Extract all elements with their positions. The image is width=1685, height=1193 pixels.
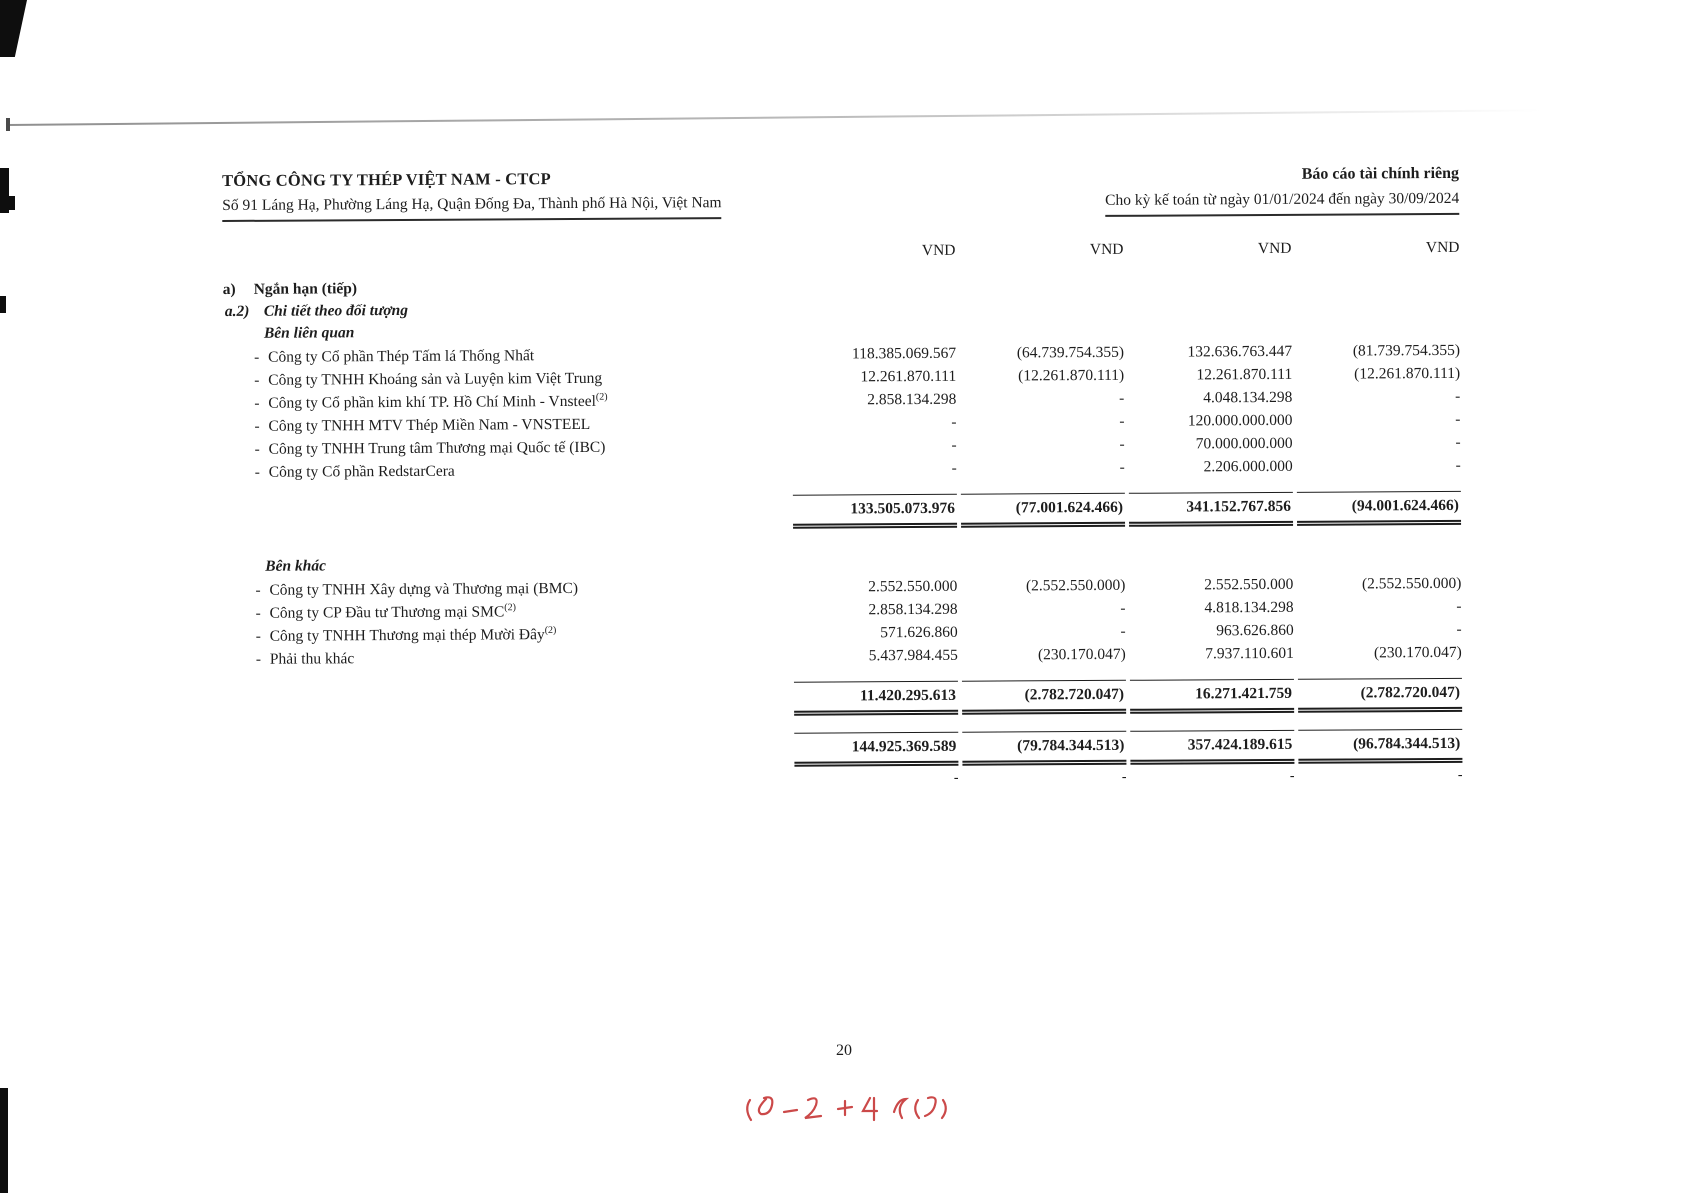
company-label-cell [224, 600, 789, 625]
value-cell: 4.048.134.298 [1203, 388, 1293, 407]
column-headers-row [222, 237, 1459, 267]
column-header-vnd: VND [1089, 240, 1124, 259]
value-cell: - [1119, 435, 1125, 453]
row-bullet: - [255, 581, 261, 599]
company-label: Phải thu khác [269, 650, 355, 668]
trailing-dashes-row [225, 765, 1462, 795]
page-header [222, 163, 1459, 222]
dash-cell: - [953, 770, 959, 786]
company-label: Công ty TNHH Thương mại thép Mười Đây [269, 626, 545, 645]
scan-artifact-corner-blot [0, 0, 27, 57]
dash-cell: - [1457, 767, 1463, 783]
subtotal-value: (2.782.720.047) [962, 680, 1126, 715]
scan-artifact-line [8, 109, 1542, 126]
value-cell: (2.552.550.000) [1025, 576, 1126, 595]
company-label: Công ty Cổ phần kim khí TP. Hồ Chí Minh - Vnsteel [268, 392, 596, 412]
company-label-cell [223, 367, 788, 392]
subtotal-value: (94.001.624.466) [1297, 491, 1461, 526]
company-label: Công ty CP Đầu tư Thương mại SMC [269, 603, 505, 622]
value-cell: 12.261.870.111 [860, 367, 957, 386]
value-cell: 132.636.763.447 [1187, 342, 1293, 361]
value-cell: 118.385.069.567 [851, 344, 957, 363]
row-bullet: - [254, 440, 260, 458]
page-number: 20 [836, 1042, 852, 1059]
company-label: Công ty TNHH Trung tâm Thương mại Quốc tế (IBC) [268, 438, 606, 458]
grand-total-row [225, 729, 1462, 770]
value-cell: 571.626.860 [880, 623, 958, 642]
grand-total-value: 144.925.369.589 [794, 732, 958, 767]
value-cell: 2.858.134.298 [867, 390, 957, 409]
value-cell: (64.739.754.355) [1016, 343, 1125, 362]
company-label: Công ty TNHH Khoáng sản và Luyện kim Việt Trung [268, 369, 603, 389]
company-label-cell [224, 436, 789, 461]
value-cell: - [1119, 458, 1125, 476]
section-a2-title: Chi tiết theo đối tượng [263, 301, 409, 320]
subtotal-value: 133.505.073.976 [793, 494, 957, 529]
report-title: Báo cáo tài chính riêng [1301, 164, 1460, 183]
value-cell: 2.858.134.298 [868, 600, 958, 619]
grand-total-value: (96.784.344.513) [1298, 729, 1462, 764]
row-bullet: - [255, 604, 261, 622]
company-label-cell [223, 344, 788, 369]
value-cell: - [1456, 620, 1462, 638]
value-cell: 2.552.550.000 [1204, 575, 1294, 594]
value-cell: (2.552.550.000) [1361, 574, 1462, 593]
value-cell: 70.000.000.000 [1195, 434, 1293, 453]
footnote-ref: (2) [595, 391, 608, 403]
subtotal-value: (2.782.720.047) [1298, 678, 1462, 713]
company-label-cell [223, 413, 788, 438]
row-bullet: - [255, 627, 261, 645]
company-label: Công ty Cổ phần RedstarCera [268, 462, 455, 481]
subtotal-row [225, 678, 1462, 719]
company-label-cell [224, 459, 789, 484]
row-bullet: - [254, 417, 260, 435]
company-label-cell [225, 646, 790, 671]
value-cell: - [1119, 389, 1125, 407]
value-cell: 5.437.984.455 [868, 646, 958, 665]
subtotal-value: 11.420.295.613 [794, 681, 958, 716]
subtotal-value: (77.001.624.466) [961, 493, 1125, 528]
column-header-vnd: VND [1425, 238, 1460, 257]
company-label-cell [223, 390, 788, 415]
value-cell: - [1120, 622, 1126, 640]
value-cell: 12.261.870.111 [1196, 365, 1293, 384]
group-title-other-parties: Bên khác [265, 557, 327, 575]
value-cell: (230.170.047) [1373, 643, 1462, 662]
value-cell: - [1455, 433, 1461, 451]
report-period: Cho kỳ kế toán từ ngày 01/01/2024 đến ngày 30/09/2024 [1105, 188, 1459, 217]
document-page [222, 163, 1463, 795]
value-cell: - [1120, 599, 1126, 617]
header-left [222, 167, 722, 222]
grand-total-value: 357.424.189.615 [1130, 730, 1294, 765]
section-a2-label: a.2) [224, 302, 250, 320]
value-cell: - [951, 459, 957, 477]
value-cell: (12.261.870.111) [1354, 364, 1461, 383]
value-cell: - [1119, 412, 1125, 430]
header-right [1105, 163, 1459, 217]
value-cell: (230.170.047) [1037, 645, 1126, 664]
value-cell: (81.739.754.355) [1352, 341, 1461, 360]
company-label: Công ty TNHH Xây dựng và Thương mại (BMC) [269, 579, 579, 599]
company-label: Công ty TNHH MTV Thép Miền Nam - VNSTEEL [268, 415, 591, 435]
value-cell: - [1456, 597, 1462, 615]
column-header-vnd: VND [921, 241, 956, 259]
footnote-ref: (2) [504, 602, 516, 614]
financial-table [222, 237, 1462, 795]
company-address: Số 91 Láng Hạ, Phường Láng Hạ, Quận Đống Đa, Thành phố Hà Nội, Việt Nam [222, 192, 722, 222]
value-cell: - [951, 436, 957, 454]
empty-cell [223, 256, 788, 259]
subtotal-row [224, 491, 1461, 532]
empty-cell [225, 752, 790, 755]
group-title-related-parties: Bên liên quan [263, 324, 355, 342]
scan-artifact-edge-blot [0, 196, 15, 210]
subtotal-value: 341.152.767.856 [1129, 492, 1293, 527]
dash-cell: - [1289, 768, 1295, 784]
column-header-vnd: VND [1257, 239, 1292, 258]
value-cell: - [1455, 456, 1461, 474]
row-bullet: - [255, 650, 262, 668]
scan-artifact-tick [6, 118, 10, 131]
value-cell: 963.626.860 [1216, 621, 1294, 640]
subtotal-value: 16.271.421.759 [1130, 679, 1294, 714]
handwriting-mark [742, 1092, 957, 1126]
empty-cell [225, 701, 790, 704]
empty-cell [224, 514, 789, 517]
company-label-cell [225, 623, 790, 648]
scan-artifact-edge-blot [0, 296, 6, 313]
company-name: TỔNG CÔNG TY THÉP VIỆT NAM - CTCP [222, 169, 551, 190]
value-cell: 2.552.550.000 [868, 577, 958, 596]
footnote-ref: (2) [544, 624, 557, 636]
empty-cell [226, 783, 791, 786]
value-cell: - [1455, 387, 1461, 405]
value-cell: - [1455, 410, 1461, 428]
value-cell: 7.937.110.601 [1205, 644, 1294, 663]
row-bullet: - [254, 463, 260, 481]
value-cell: (12.261.870.111) [1018, 366, 1125, 385]
value-cell: - [951, 413, 957, 431]
company-label-cell [224, 577, 789, 602]
section-a-label: a) [222, 280, 236, 298]
section-a-title: Ngắn hạn (tiếp) [253, 280, 358, 298]
row-bullet: - [254, 394, 260, 412]
scan-artifact-edge-blot [0, 1088, 8, 1193]
value-cell: 2.206.000.000 [1203, 457, 1293, 476]
row-bullet: - [254, 348, 260, 366]
value-cell: 4.818.134.298 [1204, 598, 1294, 617]
row-bullet: - [254, 371, 260, 389]
value-cell: 120.000.000.000 [1187, 411, 1293, 430]
company-label: Công ty Cổ phần Thép Tấm lá Thống Nhất [268, 347, 535, 366]
dash-cell: - [1121, 769, 1127, 785]
grand-total-value: (79.784.344.513) [962, 731, 1126, 766]
